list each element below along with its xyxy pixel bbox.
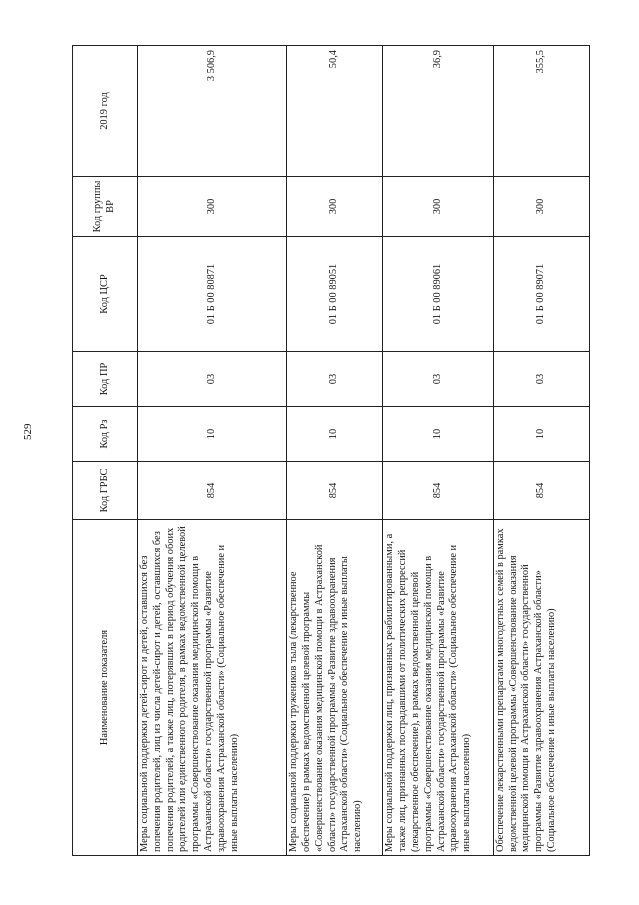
row-csr: 01 Б 00 89051 [287,237,383,352]
header-name: Наименование показателя [73,520,138,856]
row-grbs: 854 [287,462,383,520]
row-grbs: 854 [138,462,287,520]
row-name: Обеспечение лекарственными препаратами многодетных семей в рамках ведомственной целевой программы «Совершенствование оказания медицинской помощи в Астраханской области» государственной программы «Развитие здравоохранения Астраханской области» (Социальное обеспечение и иные выплаты населению) [493,520,589,856]
header-year: 2019 год [73,46,138,177]
row-rz: 10 [493,407,589,462]
row-csr: 01 Б 00 89061 [383,237,493,352]
table-row [493,46,589,856]
table-row [138,46,287,856]
rotated-table-container [72,46,590,856]
row-vr: 300 [383,177,493,237]
row-rz: 10 [383,407,493,462]
table-row [287,46,383,856]
row-value: 36,9 [383,46,493,177]
row-rz: 10 [138,407,287,462]
budget-table [72,45,590,856]
row-value: 3 506,9 [138,46,287,177]
header-rz: Код Рз [73,407,138,462]
row-grbs: 854 [383,462,493,520]
table-row [383,46,493,856]
row-name: Меры социальной поддержки тружеников тыла (лекарственное обеспечение) в рамках ведомственной целевой программы «Совершенствование оказания медицинской помощи в Астраханской области» государственной программы «Развитие здравоохранения Астраханской области» (Социальное обеспечение и иные выплаты населению) [287,520,383,856]
row-rz: 10 [287,407,383,462]
row-pr: 03 [138,352,287,407]
header-pr: Код ПР [73,352,138,407]
row-name: Меры социальной поддержки лиц, признанных реабилитированными, а также лиц, признанных пострадавшими от политических репрессий (лекарственное обеспечение), в рамках ведомственной целевой программы «Совершенствование оказания медицинской помощи в Астраханской области» государственной программы «Развитие здравоохранения Астраханской области» (Социальное обеспечение и иные выплаты населению) [383,520,493,856]
row-csr: 01 Б 00 89071 [493,237,589,352]
row-value: 50,4 [287,46,383,177]
row-grbs: 854 [493,462,589,520]
row-pr: 03 [493,352,589,407]
row-value: 355,5 [493,46,589,177]
row-vr: 300 [138,177,287,237]
page-number: 529 [22,423,34,440]
header-vr: Код группы ВР [73,177,138,237]
row-name: Меры социальной поддержки детей-сирот и детей, оставшихся без попечения родителей, лиц из числа детей-сирот и детей, оставшихся без попечения родителей, а также лиц, потерявших в период обучения обоих родителей или единственного родителя, в рамках ведомственной целевой программы «Совершенствование оказания медицинской помощи в Астраханской области» государственной программы «Развитие здравоохранения Астраханской области» (Социальное обеспечение и иные выплаты населению) [138,520,287,856]
row-pr: 03 [383,352,493,407]
header-grbs: Код ГРБС [73,462,138,520]
row-vr: 300 [287,177,383,237]
row-csr: 01 Б 00 80871 [138,237,287,352]
row-pr: 03 [287,352,383,407]
row-vr: 300 [493,177,589,237]
header-csr: Код ЦСР [73,237,138,352]
header-row [73,46,138,856]
